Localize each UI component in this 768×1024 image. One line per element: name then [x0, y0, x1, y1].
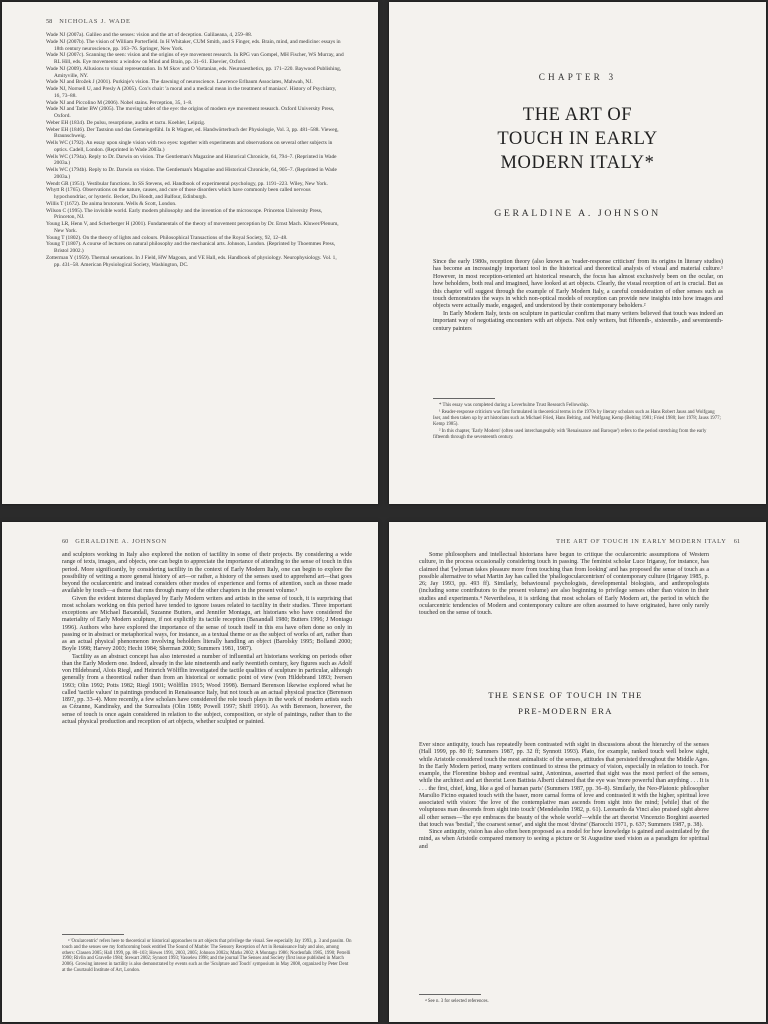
section-heading-line: PRE-MODERN ERA: [518, 706, 613, 716]
running-head: [62, 538, 167, 545]
footnote-rule: [433, 398, 495, 399]
footnotes: [433, 398, 723, 441]
section-heading-line: THE SENSE OF TOUCH IN THE: [488, 690, 643, 700]
reference-entry: Wade NJ and Brožek J (2001). Purkinje's vision. The dawning of neuroscience. Lawrence Erlbaum Associates, Mahwah, NJ.: [46, 79, 313, 86]
footnotes: [419, 994, 709, 1006]
reference-entry: Wells WC (1794b). Reply to Dr. Darwin on vision. The Gentleman's Magazine and Historical Chronicle, 64, 905–7. (Reprinted in Wade 2003a.): [46, 167, 337, 180]
footnote: ² In this chapter, 'Early Modern' (often used interchangeably with 'Renaissance and Baroque') refers to the period stretching from the early fifteenth through the seventeenth century.: [433, 428, 707, 440]
reference-entry: Zotterman Y (1959). Thermal sensations. In J Field, HW Magoun, and VE Hall, eds. Handbook of physiology. Neurophysiology. Vol. 1, pp. 431–58. American Physiological Society, Washington, DC.: [46, 254, 337, 268]
body-paragraph: In Early Modern Italy, texts on sculpture in particular confirm that many writers believed that touch was indeed an important way of negotiating encounters with art objects. Not only writers, but fifteenth-, sixteenth-, and seventeenth-century painters: [433, 310, 723, 332]
page-number: 61: [733, 538, 740, 545]
reference-entry: Young LR, Henn V, and Scherberger H (2001). Fundamentals of the theory of movement perception by Dr. Ernst Mach. Kluwer/Plenum, New York.: [46, 221, 339, 234]
reference-list: [46, 32, 344, 268]
body-paragraph: Given the evident interest displayed by Early Modern writers and artists in the sense of touch, it is surprising that most scholars working on this period have tended to ignore issues related to tactility in their studies. Three important exceptions are Michael Baxandall, Suzanne Butters, and Jennifer Montagu, art historians who have considered the materiality of Early Modern sculpture, if not explicitly its tactile reception (Baxandall 1980; Butters 1996; J Montagu 1996). Authors who have explored the importance of the sense of touch itself in this era have often done so only in passing or in abstract or metaphorical ways, for instance, as a textual theme or as the subject of works of art, rather than as an actual physical phenomenon involving beholders literally handling an object (Barolsky 1995; Bolland 2000; Boyle 1998; Harvey 2003; Hecht 1984; Sherman 2000; Summers 1981, 1987).: [62, 595, 352, 653]
chapter-title: [389, 103, 766, 175]
chapter-title-line: MODERN ITALY*: [500, 153, 655, 173]
page-number: 60: [62, 538, 69, 545]
reference-entry: Wade NJ (2007b). The vision of William Porterfield. In H Whitaker, CUM Smith, and S Finger, eds. Brain, mind, and medicine: essays in 18th century neuroscience, pp. 163–76. Springer, New York.: [46, 38, 341, 52]
reference-entry: Whytt R (1765). Observations on the nature, causes, and cure of those disorders which have commonly been called nervous hypochondriac, or hysteric. Becket, Du Hondt, and Balfour, Edinburgh.: [46, 187, 311, 200]
reference-entry: Young T (1802). On the theory of lights and colours. Philosophical Transactions of the Royal Society, 92, 12–48.: [46, 234, 288, 241]
reference-entry: Wilson C (1995). The invisible world. Early modern philosophy and the invention of the microscope. Princeton University Press, Princeton, NJ.: [46, 207, 323, 221]
body-paragraph: and sculptors working in Italy also explored the notion of tactility in some of their projects. By considering a wide range of texts, images, and objects, one can begin to appreciate the importance of attending to the sense of touch in this period. More significantly, by considering tactility in the context of Early Modern Italy, one can begin to explore the possibility of writing a more general history of art—or rather, a history of the senses used to apprehend art—that goes beyond the ocularcentric and instead considers other modes of experience and forms of attention, such as those made available by touch—a theme that runs through many of the other chapters in the present volume.³: [62, 552, 352, 595]
body-paragraph: Since the early 1980s, reception theory (also known as 'reader-response criticism' from its origins in literary studies) has become an increasingly important tool in the historical and theoretical analysis of visual and material culture.¹ However, in most reception-oriented art historical research, the focus has almost exclusively been on the ocular, on how beholders, both real and imagined, have looked at art objects. Clearly, the visual reception of art is crucial. But as this chapter will suggest through the example of Early Modern Italy, a careful consideration of other senses such as touch demonstrates the ways in which non-optical models of reception can provide new insights into how images and objects were actually made, engaged, and understood by their contemporary beholders.²: [433, 259, 723, 310]
footnote: ¹ Reader-response criticism was first formulated in theoretical terms in the 1970s by literary scholars such as Hans Robert Jauss and Wolfgang Iser, and then taken up by art historians such as Michael Fried, Hans Belting, and Wolfgang Kemp (Belting 1981; Fried 1980; Iser 1978; Jauss 1977; Kemp 1985).: [433, 409, 721, 427]
running-head-text: NICHOLAS J. WADE: [59, 18, 131, 25]
page-number: 58: [46, 18, 53, 25]
reference-entry: Wade NJ, Norrsell U, and Presly A (2005). Cox's chair: 'a moral and a medical mean in the treatment of maniacs'. History of Psychiatry, 16, 73–88.: [46, 86, 337, 99]
reference-entry: Young T (1807). A course of lectures on natural philosophy and the mechanical arts. Johnson, London. (Reprinted by Thoemmes Press, Bristol 2002.): [46, 241, 336, 254]
reference-entry: Wade NJ (2009). Allusions to visual representation. In M Skov and O Vartanian, eds. Neuroaesthetics, pp. 171–220. Baywood Publishing, Amityville, NY.: [46, 65, 342, 79]
body-paragraph: Since antiquity, vision has also often been proposed as a model for how knowledge is gained and assimilated by the mind, as when Aristotle compared memory to seeing a picture or St Augustine used vision as a paradigm for spiritual and: [419, 829, 709, 850]
chapter-title-line: TOUCH IN EARLY: [497, 129, 658, 149]
reference-entry: Wade NJ and Piccolino M (2006). Nobel stains. Perception, 35, 1–8.: [46, 99, 193, 106]
reference-entry: Wade NJ (2007a). Galileo and the senses: vision and the art of deception. Galilaeana, 4, 259–88.: [46, 32, 253, 38]
reference-entry: Wendt GR (1951). Vestibular functions. In SS Stevens, ed. Handbook of experimental psychology, pp. 1191–223. Wiley, New York.: [46, 180, 328, 187]
chapter-body: [62, 552, 352, 726]
reference-entry: Willis T (1672). De anima brutorum. Wells & Scott, London.: [46, 200, 177, 207]
running-head-text: THE ART OF TOUCH IN EARLY MODERN ITALY: [556, 538, 727, 545]
footnote-rule: [62, 934, 124, 935]
reference-entry: Wade NJ and Tatler BW (2005). The moving tablet of the eye: the origins of modern eye movement research. Oxford University Press, Oxford.: [46, 106, 335, 119]
footnote-rule: [419, 994, 481, 995]
footnotes: [62, 934, 352, 975]
chapter-author: GERALDINE A. JOHNSON: [494, 208, 661, 219]
chapter-body: [419, 742, 709, 851]
footnote: ⁴ See n. 3 for selected references.: [425, 999, 489, 1004]
page-60: [2, 522, 378, 1022]
body-paragraph: Some philosophers and intellectual historians have begun to critique the ocularcentric assumptions of Western culture, in the process occasionally considering touch in passing. The feminist scholar Luce Irigaray, for instance, has claimed that '[w]oman takes pleasure more from touching than from looking' and has proposed the sense of touch as a possible alternative to what Martin Jay has called the 'phallogocularcentrism' of contemporary culture (Irigaray 1985, p. 26; Jay 1993, pp. 493 ff). Similarly, behavioural psychologists, developmental biologists, and anthropologists (including some contributors to the present volume) are also beginning to privilege senses other than vision in their studies and experiments.⁴ Nevertheless, it is striking that most scholars of Early Modern art, the period in which the ocularcentric tendencies of Modern and contemporary culture are often assumed to have originated, have only rarely touched on the sense of touch.: [419, 552, 709, 616]
reference-entry: Wells WC (1792). An essay upon single vision with two eyes: together with experiments and observations on several other subjects in optics. Cadell, London. (Reprinted in Wade 2003a.): [46, 140, 333, 153]
reference-entry: Weber EH (1834). De pulsu, resorptione, auditu et tactu. Koehler, Leipzig.: [46, 119, 206, 126]
chapter-label: CHAPTER 3: [538, 72, 617, 82]
chapter-body: [419, 552, 709, 617]
body-paragraph: Ever since antiquity, touch has repeatedly been contrasted with sight in discussions about the hierarchy of the senses (Hall 1999, pp. 80 ff; Summers 1987, pp. 32 ff; Synnott 1993). Plato, for example, ranked touch well below sight, while Aristotle considered touch the most animalistic of the senses, attitudes that persisted throughout the Middle Ages. In the Early Modern period, many writers continued to stress the primacy of vision, especially in relation to touch. For example, the Florentine bishop and eventual saint, Antoninus, asserted that sight was the most perfect of the senses, while the architect and art theorist Leon Battista Alberti claimed that the eye was 'more powerful than anything . . . It is . . . the first, chief, king, like a god of human parts' (Summers 1987, pp. 36–8). Similarly, the Neo-Platonic philosopher Marsilio Ficino equated touch with the baser, more carnal forms of love and contrasted it with the higher, spiritual love associated with vision: 'the love of the contemplative man ascends from sight into the mind; [while] that of the voluptuous man descends from sight into touch' (Mendelsohn 1982, p. 61). Leonardo da Vinci also praised sight above all other senses—'the eye embraces the beauty of the whole world'—while the art theorist Vincenzio Borghini asserted that touch was 'bestial', 'the coarsest sense', and sight the most 'divine' (Barocchi 1971, p. 637; Summers 1987, p. 38).: [419, 742, 709, 828]
reference-entry: Weber EH (1846). Der Tastsinn und das Gemeingefühl. In R Wagner, ed. Handwörterbuch der Physiologie, Vol. 3, pp. 481–588. Vieweg, Braunschweig.: [46, 126, 339, 140]
page-61: [389, 522, 766, 1022]
running-head-text: GERALDINE A. JOHNSON: [75, 538, 167, 545]
footnote: ³ 'Ocularcentric' refers here to theoretical or historical approaches to art objects that privilege the visual. See especially Jay 1993, p. 3 and passim. On touch and the senses see my forthcoming book entitled The Sound of Marble: The Sensory Reception of Art in Renaissance Italy and also, among others: Classen 2005; Hall 1999, pp. 80–103; Howes 1991, 2003, 2005; Johnson 2002a; Marks 2002; A Montagu 1986; Nordenfalk 1985, 1990; Petrelli 1990; Rivlin and Gravelle 1984; Stewart 2002; Synnott 1993; Vasseleu 1998; and the journal The Senses and Society (first issue published in March 2006). Growing interest in tactility is also demonstrated by events such as the 'Sculpture and Touch' symposium in May 2008, organized by Peter Dent at the Courtauld Institute of Art, London.: [62, 939, 352, 973]
reference-entry: Wade NJ (2007c). Scanning the seen: vision and the origins of eye movement research. In RPG van Gompel, MH Fischer, WS Murray, and RL Hill, eds. Eye movements: a window on Mind and Brain, pp. 31–61. Elsevier, Oxford.: [46, 52, 344, 65]
reference-entry: Wells WC (1794a). Reply to Dr. Darwin on vision. The Gentleman's Magazine and Historical Chronicle, 64, 794–7. (Reprinted in Wade 2003a.): [46, 153, 337, 167]
chapter-title-line: THE ART OF: [522, 105, 633, 125]
page-58: [2, 2, 378, 504]
footnote: * This essay was completed during a Leverhulme Trust Research Fellowship.: [439, 403, 589, 408]
running-head: [46, 18, 131, 25]
page-59: [389, 2, 766, 504]
body-paragraph: Tactility as an abstract concept has also interested a number of influential art historians working on periods other than the Early Modern one. Indeed, already in the late nineteenth and early twentieth century, key figures such as Adolf von Hildebrand, Alois Riegl, and Heinrich Wölfflin investigated the tactile qualities of sculpture in particular, although generally from a theoretical rather than from an historical or somatic point of view (von Hildebrand 1893; Iversen 1993; Olin 1992; Potts 1982; Riegl 1901; Wölfflin 1915; Wood 1998). Bernard Berenson likewise explored what he called 'tactile values' in paintings produced in Renaissance Italy, but not touch as an actual physical practice (Berenson 1897, pp. 33–4). More recently, a few scholars have considered the role touch plays in the work of modern artists such as Cézanne, Kandinsky, and the Surrealists (Olin 1989; Powell 1997; Shiff 1991). As with Berenson, however, the sense of touch is once again considered in relation to the subject, composition, or style of paintings, rather than to the actual physical production and reception of art objects, whether sculpted or painted.: [62, 653, 352, 725]
running-head: [556, 538, 740, 545]
section-heading: [389, 690, 754, 716]
chapter-body: [433, 259, 723, 333]
